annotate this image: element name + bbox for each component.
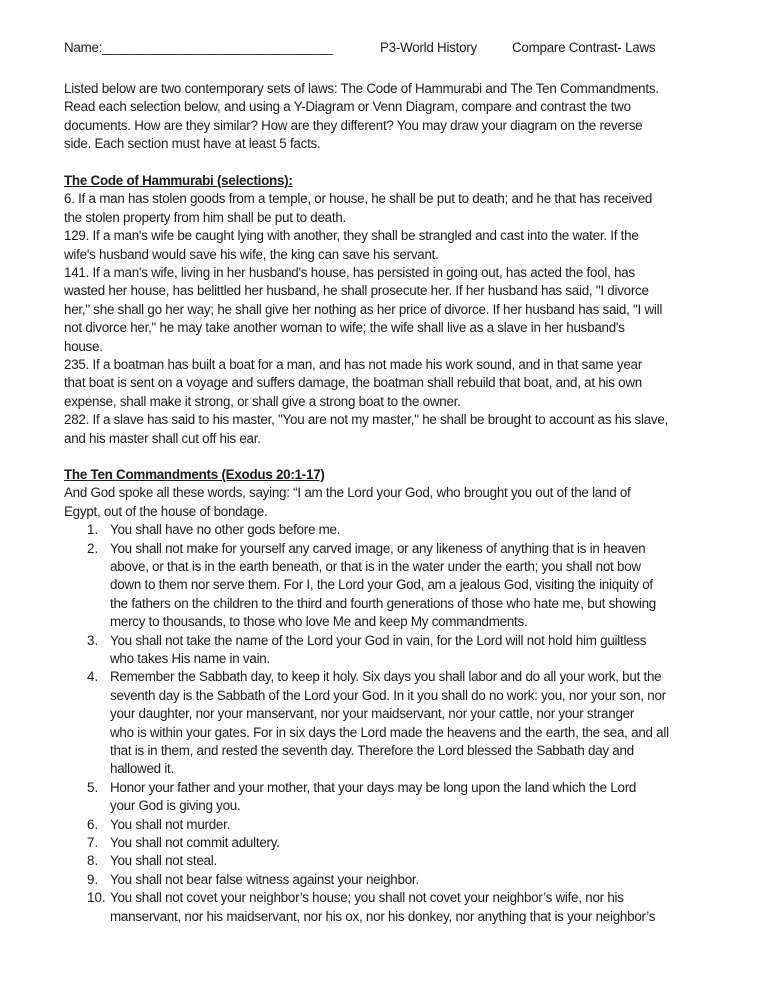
commandment-number: 9. [87,871,99,887]
commandment-number: 10. [87,890,106,906]
hammurabi-line: 6. If a man has stolen goods from a temple, or house, he shall be put to death; and he that has received [64,191,653,207]
commandment-text: seventh day is the Sabbath of the Lord your God. In it you shall do no work: you, nor your son, nor [110,687,666,703]
commandments-heading: The Ten Commandments (Exodus 20:1-17) [64,467,325,482]
commandments-intro-line: And God spoke all these words, saying: “I am the Lord your God, who brought you out of the land of [64,485,631,501]
commandment-text: that is in them, and rested the seventh day. Therefore the Lord blessed the Sabbath day and [110,743,634,758]
commandment-text: You shall not covet your neighbor’s house; you shall not covet your neighbor’s wife, nor his [110,890,624,906]
commandment-number: 2. [87,540,99,556]
hammurabi-line: wife's husband would save his wife, the king can save his servant. [64,246,439,262]
name-field-label[interactable]: Name:________________________________ [64,40,333,55]
commandment-text: who takes His name in vain. [110,651,270,666]
commandment-number: 1. [87,522,99,538]
hammurabi-line: that boat is sent on a voyage and suffers damage, the boatman shall rebuild that boat, and, at his own [64,375,642,391]
commandment-text: mercy to thousands, to those who love Me and keep My commandments. [110,614,528,630]
commandment-text: who is within your gates. For in six days the Lord made the heavens and the earth, the sea, and all [110,724,669,740]
commandment-text: You shall have no other gods before me. [110,522,341,538]
commandment-text: above, or that is in the earth beneath, or that is in the water under the earth; you shall not bow [110,559,641,574]
commandment-text: hallowed it. [110,761,174,777]
worksheet-title: Compare Contrast- Laws [512,40,656,55]
class-label: P3-World History [380,40,477,55]
instructions-line: Listed below are two contemporary sets of laws: The Code of Hammurabi and The Ten Commandments. [64,81,659,96]
commandment-text: You shall not commit adultery. [110,835,280,850]
hammurabi-line: 129. If a man's wife be caught lying with another, they shall be strangled and cast into the water. If the [64,228,639,244]
commandment-number: 4. [87,669,99,685]
commandment-text: You shall not steal. [110,853,217,869]
commandment-number: 5. [87,779,99,795]
hammurabi-line: 141. If a man's wife, living in her husband's house, has persisted in going out, has acted the fool, has [64,265,635,280]
hammurabi-line: her," she shall go her way; he shall give her nothing as her price of divorce. If her husband has said, "I will [64,301,663,317]
hammurabi-line: 282. If a slave has said to his master, "You are not my master," he shall be brought to account as his slave, [64,412,669,428]
hammurabi-line: not divorce her," he may take another woman to wife; the wife shall live as a slave in her husband's [64,320,625,336]
commandment-text: Remember the Sabbath day, to keep it holy. Six days you shall labor and do all your work, but the [110,669,662,685]
commandment-text: You shall not take the name of the Lord your God in vain, for the Lord will not hold him guiltless [110,632,647,648]
commandment-number: 8. [87,853,99,869]
commandment-text: You shall not bear false witness against your neighbor. [110,871,419,887]
instructions-line: Read each selection below, and using a Y-Diagram or Venn Diagram, compare and contrast the two [64,99,631,115]
hammurabi-line: house. [64,338,103,354]
instructions-line: documents. How are they similar? How are they different? You may draw your diagram on the reverse [64,117,643,133]
hammurabi-line: wasted her house, has belittled her husband, he shall prosecute her. If her husband has said, "I divorce [64,283,649,299]
commandment-text: the fathers on the children to the third and fourth generations of those who hate me, but showing [110,595,656,611]
commandment-text: your daughter, nor your manservant, nor your maidservant, nor your cattle, nor your stranger [110,706,635,722]
hammurabi-heading: The Code of Hammurabi (selections): [64,173,293,188]
commandment-text: Honor your father and your mother, that your days may be long upon the land which the Lord [110,779,637,795]
commandment-text: You shall not murder. [110,816,231,832]
hammurabi-line: expense, shall make it strong, or shall give a strong boat to the owner. [64,393,461,409]
commandment-number: 7. [87,835,99,850]
commandment-number: 6. [87,816,99,832]
instructions-line: side. Each section must have at least 5 facts. [64,136,321,152]
commandment-text: down to them nor serve them. For I, the Lord your God, am a jealous God, visiting the iniquity of [110,577,653,593]
commandments-intro-line: Egypt, out of the house of bondage. [64,503,268,519]
commandment-number: 3. [87,632,99,648]
commandment-text: You shall not make for yourself any carved image, or any likeness of anything that is in heaven [110,540,646,556]
hammurabi-line: 235. If a boatman has built a boat for a man, and has not made his work sound, and in that same year [64,357,642,372]
commandment-text: your God is giving you. [110,798,241,814]
commandment-text: manservant, nor his maidservant, nor his ox, nor his donkey, nor anything that is your neighbor’s [110,908,656,924]
hammurabi-line: and his master shall cut off his ear. [64,430,261,446]
hammurabi-line: the stolen property from him shall be put to death. [64,209,347,225]
